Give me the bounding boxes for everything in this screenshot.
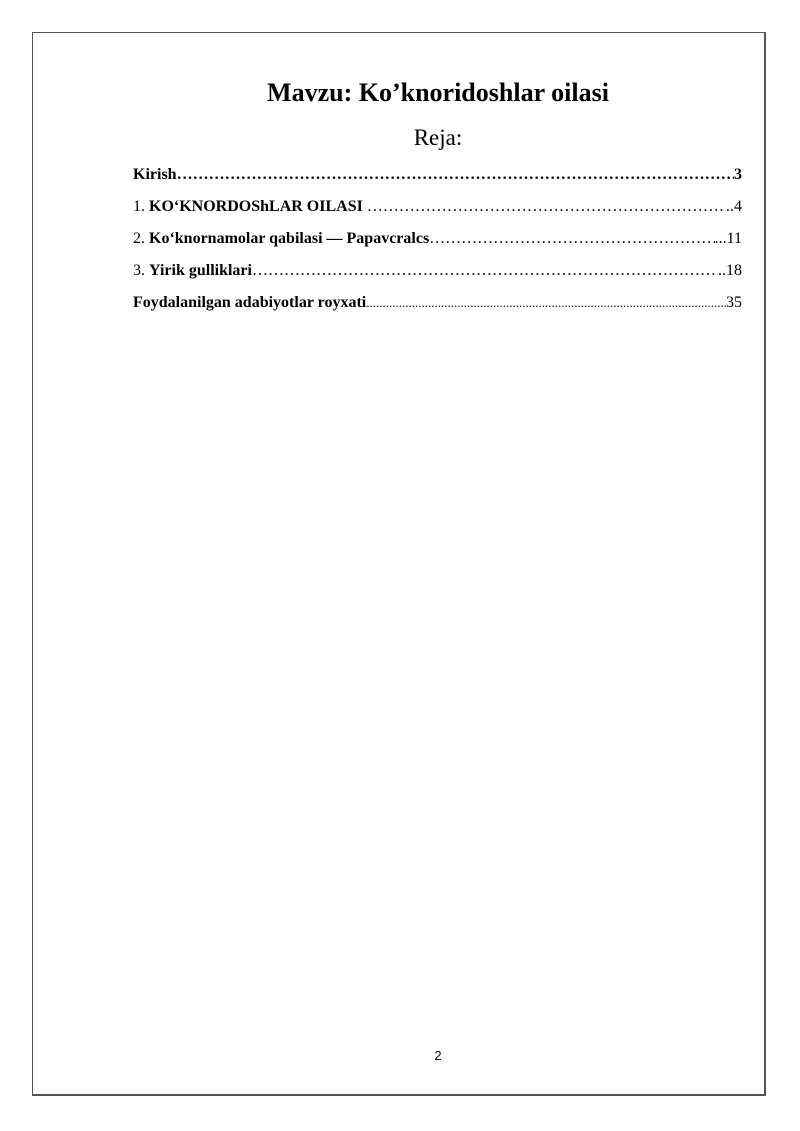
- toc-leader-dots: [429, 228, 714, 250]
- toc-entry-label: Kirish: [133, 166, 177, 183]
- toc-entry-label: Yirik gulliklari: [149, 262, 252, 279]
- toc-entry-label: Ko‘knornamolar qabilasi — Papavcralcs: [149, 230, 430, 247]
- toc-leader-dots: [367, 196, 726, 218]
- document-title: Mavzu: Ko’knoridoshlar oilasi: [267, 78, 609, 107]
- toc-entry-page: ...11: [714, 230, 742, 247]
- page-number: 2: [434, 1048, 442, 1063]
- toc-entry-page: ..4: [726, 198, 742, 215]
- toc-entry-page: ..18: [718, 262, 742, 279]
- toc-leader-dots: [252, 260, 718, 282]
- toc-leader-dots: [177, 164, 734, 186]
- toc-entry-1[interactable]: [133, 196, 742, 228]
- toc-entry-label: Foydalanilgan adabiyotlar royxati: [133, 294, 367, 311]
- toc-entry-references[interactable]: [133, 292, 742, 324]
- toc-entry-kirish[interactable]: [133, 164, 742, 196]
- toc-entry-number: 3.: [133, 262, 149, 279]
- toc-entry-page: 3: [734, 166, 742, 183]
- toc-entry-label: KO‘KNORDOShLAR OILASI: [149, 198, 363, 215]
- toc-entry-page: 35: [726, 294, 742, 311]
- table-of-contents: [133, 164, 742, 324]
- toc-entry-number: 2.: [133, 230, 149, 247]
- toc-leader-dots: [366, 292, 726, 314]
- toc-entry-number: 1.: [133, 198, 149, 215]
- document-subtitle: Reja:: [413, 125, 463, 150]
- toc-entry-2[interactable]: [133, 228, 742, 260]
- toc-entry-3[interactable]: [133, 260, 742, 292]
